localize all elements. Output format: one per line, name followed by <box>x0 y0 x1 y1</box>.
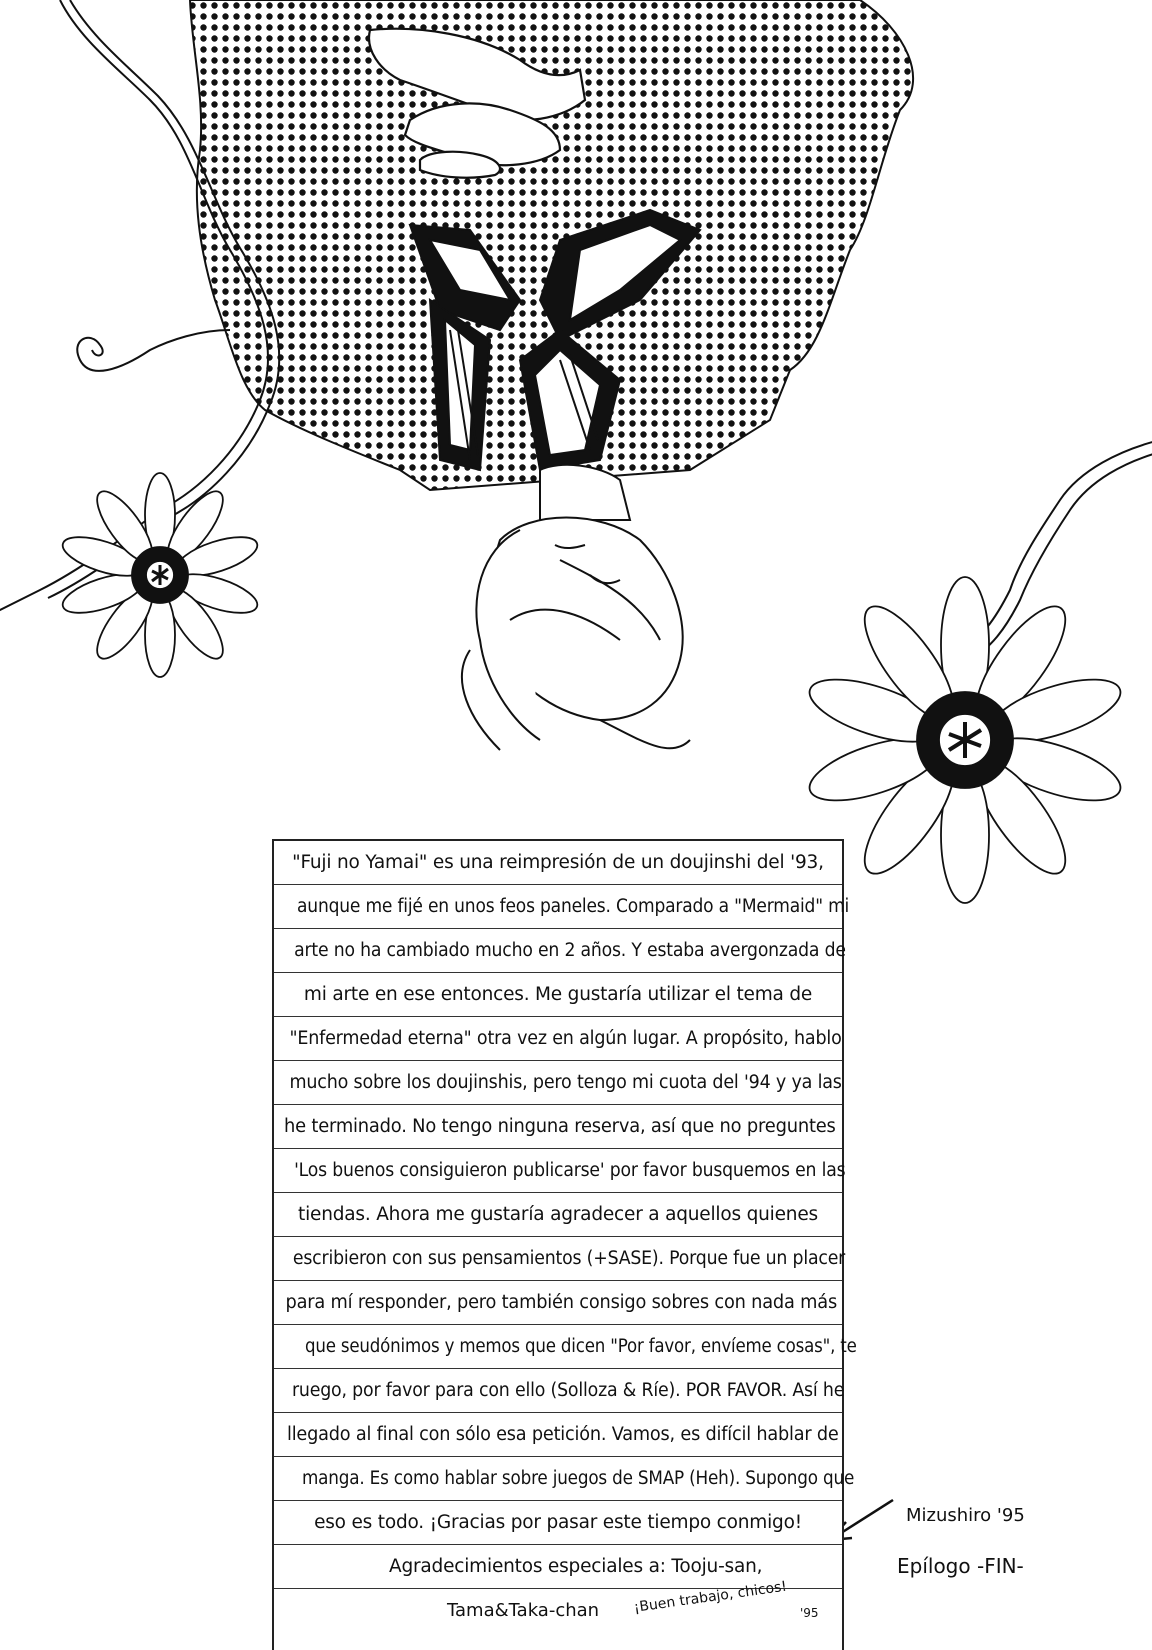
author-note-box <box>272 839 857 1650</box>
thanks-names: Tama&Taka-chan <box>447 1600 600 1621</box>
passion-flower-right <box>803 577 1128 903</box>
note-line: "Enfermedad eterna" otra vez en algún lugar. A propósito, hablo <box>274 1017 842 1061</box>
note-line: he terminado. No tengo ninguna reserva, así que no preguntes <box>274 1105 842 1149</box>
note-line: aunque me fijé en unos feos paneles. Comparado a "Mermaid" mi <box>274 885 842 929</box>
note-line: llegado al final con sólo esa petición. Vamos, es difícil hablar de <box>274 1413 842 1457</box>
author-credit: Mizushiro '95 <box>906 1505 1025 1526</box>
note-line: "Fuji no Yamai" es una reimpresión de un doujinshi del '93, <box>274 841 842 885</box>
handwritten-note: ¡Buen trabajo, chicos! <box>632 1578 788 1616</box>
note-line: que seudónimos y memos que dicen "Por favor, envíeme cosas", te <box>274 1325 842 1369</box>
note-line: Agradecimientos especiales a: Tooju-san, <box>274 1545 842 1589</box>
face-drawing <box>462 465 690 750</box>
signature-year: '95 <box>800 1606 819 1620</box>
note-line: 'Los buenos consiguieron publicarse' por favor busquemos en las <box>274 1149 842 1193</box>
note-line: escribieron con sus pensamientos (+SASE). Porque fue un placer <box>274 1237 842 1281</box>
note-line: eso es todo. ¡Gracias por pasar este tiempo conmigo! <box>274 1501 842 1545</box>
ending-label: Epílogo -FIN- <box>897 1554 1024 1578</box>
note-line: tiendas. Ahora me gustaría agradecer a aquellos quienes <box>274 1193 842 1237</box>
note-line: manga. Es como hablar sobre juegos de SMAP (Heh). Supongo que <box>274 1457 842 1501</box>
note-line: mi arte en ese entonces. Me gustaría utilizar el tema de <box>274 973 842 1017</box>
note-line: ruego, por favor para con ello (Solloza & Ríe). POR FAVOR. Así he <box>274 1369 842 1413</box>
note-line: arte no ha cambiado mucho en 2 años. Y estaba avergonzada de <box>274 929 842 973</box>
note-line: para mí responder, pero también consigo sobres con nada más <box>274 1281 842 1325</box>
note-line: mucho sobre los doujinshis, pero tengo mi cuota del '94 y ya las <box>274 1061 842 1105</box>
